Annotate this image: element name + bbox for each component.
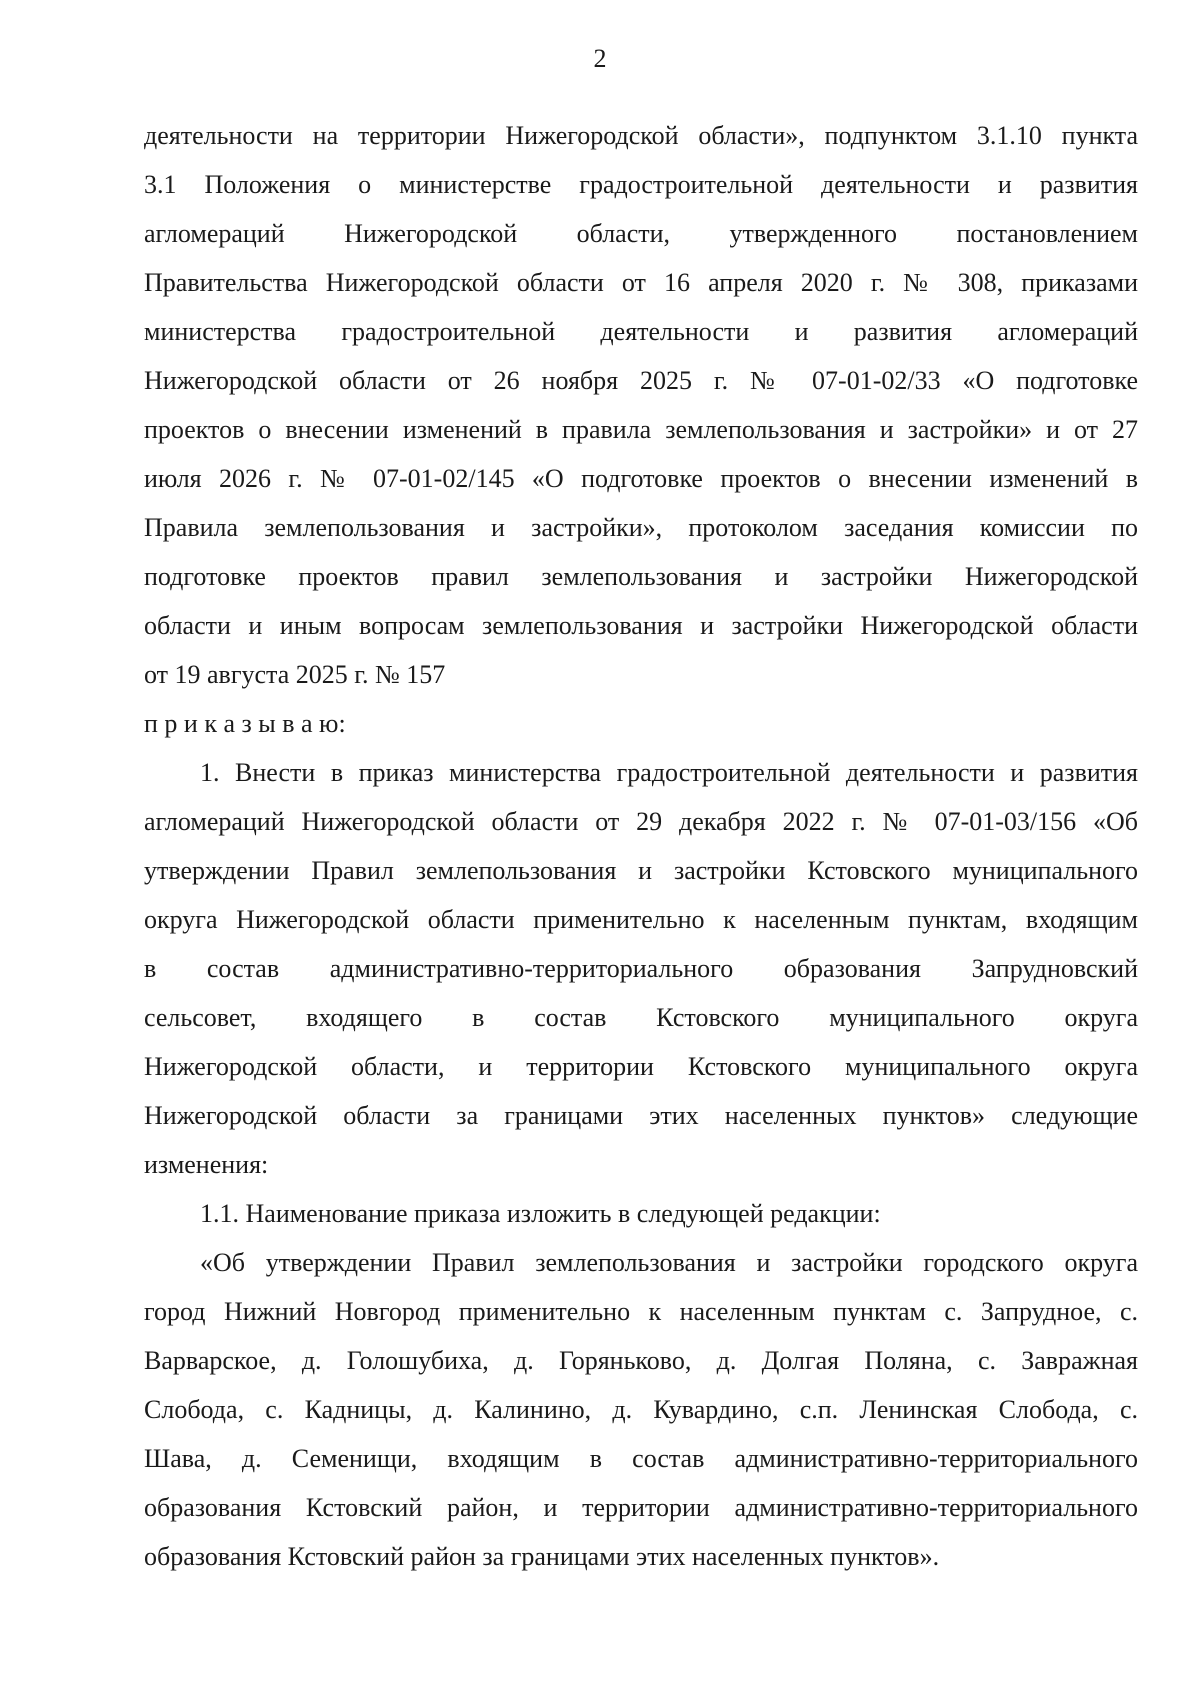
preamble-line: июля 2026 г. № 07-01-02/145 «О подготовке проектов о внесении изменений в [144, 464, 1138, 493]
document-body [144, 111, 1138, 1581]
page-number: 2 [593, 44, 607, 73]
item-1-line: 1. Внести в приказ министерства градостроительной деятельности и развития [200, 758, 1138, 787]
item-1-line: агломераций Нижегородской области от 29 декабря 2022 г. № 07-01-03/156 «Об [144, 807, 1138, 836]
quote-line: образования Кстовский район, и территории административно-территориального [144, 1493, 1138, 1522]
preamble-line: проектов о внесении изменений в правила землепользования и застройки» и от 27 [144, 415, 1138, 444]
item-1-1: 1.1. Наименование приказа изложить в следующей редакции: [200, 1199, 881, 1228]
preamble-line: Правительства Нижегородской области от 16 апреля 2020 г. № 308, приказами [144, 268, 1138, 297]
preamble-line: подготовке проектов правил землепользования и застройки Нижегородской [144, 562, 1138, 591]
quote-line: образования Кстовский район за границами этих населенных пунктов». [144, 1542, 940, 1571]
preamble-line: Нижегородской области от 26 ноября 2025 г. № 07-01-02/33 «О подготовке [144, 366, 1138, 395]
preamble-line: агломераций Нижегородской области, утвержденного постановлением [144, 219, 1138, 248]
item-1-line: Нижегородской области, и территории Кстовского муниципального округа [144, 1052, 1138, 1081]
item-1-line: округа Нижегородской области применительно к населенным пунктам, входящим [144, 905, 1138, 934]
quote-line: город Нижний Новгород применительно к населенным пунктам с. Запрудное, с. [144, 1297, 1138, 1326]
preamble-line: 3.1 Положения о министерстве градостроительной деятельности и развития [144, 170, 1138, 199]
item-1-line: в состав административно-территориального образования Запрудновский [144, 954, 1138, 983]
item-1-line: изменения: [144, 1150, 269, 1179]
order-word: п р и к а з ы в а ю: [144, 709, 346, 738]
item-1-line: Нижегородской области за границами этих населенных пунктов» следующие [144, 1101, 1138, 1130]
preamble-line: области и иным вопросам землепользования и застройки Нижегородской области [144, 611, 1138, 640]
quote-line: «Об утверждении Правил землепользования и застройки городского округа [200, 1248, 1138, 1277]
item-1-line: утверждении Правил землепользования и застройки Кстовского муниципального [144, 856, 1138, 885]
quote-line: Слобода, с. Кадницы, д. Калинино, д. Кувардино, с.п. Ленинская Слобода, с. [144, 1395, 1138, 1424]
preamble-line: Правила землепользования и застройки», протоколом заседания комиссии по [144, 513, 1138, 542]
preamble-line: деятельности на территории Нижегородской области», подпунктом 3.1.10 пункта [144, 121, 1138, 150]
quote-line: Шава, д. Семенищи, входящим в состав административно-территориального [144, 1444, 1138, 1473]
preamble-line: министерства градостроительной деятельности и развития агломераций [144, 317, 1138, 346]
item-1-line: сельсовет, входящего в состав Кстовского муниципального округа [144, 1003, 1138, 1032]
preamble-line: от 19 августа 2025 г. № 157 [144, 660, 446, 689]
quote-line: Варварское, д. Голошубиха, д. Горяньково, д. Долгая Поляна, с. Завражная [144, 1346, 1138, 1375]
